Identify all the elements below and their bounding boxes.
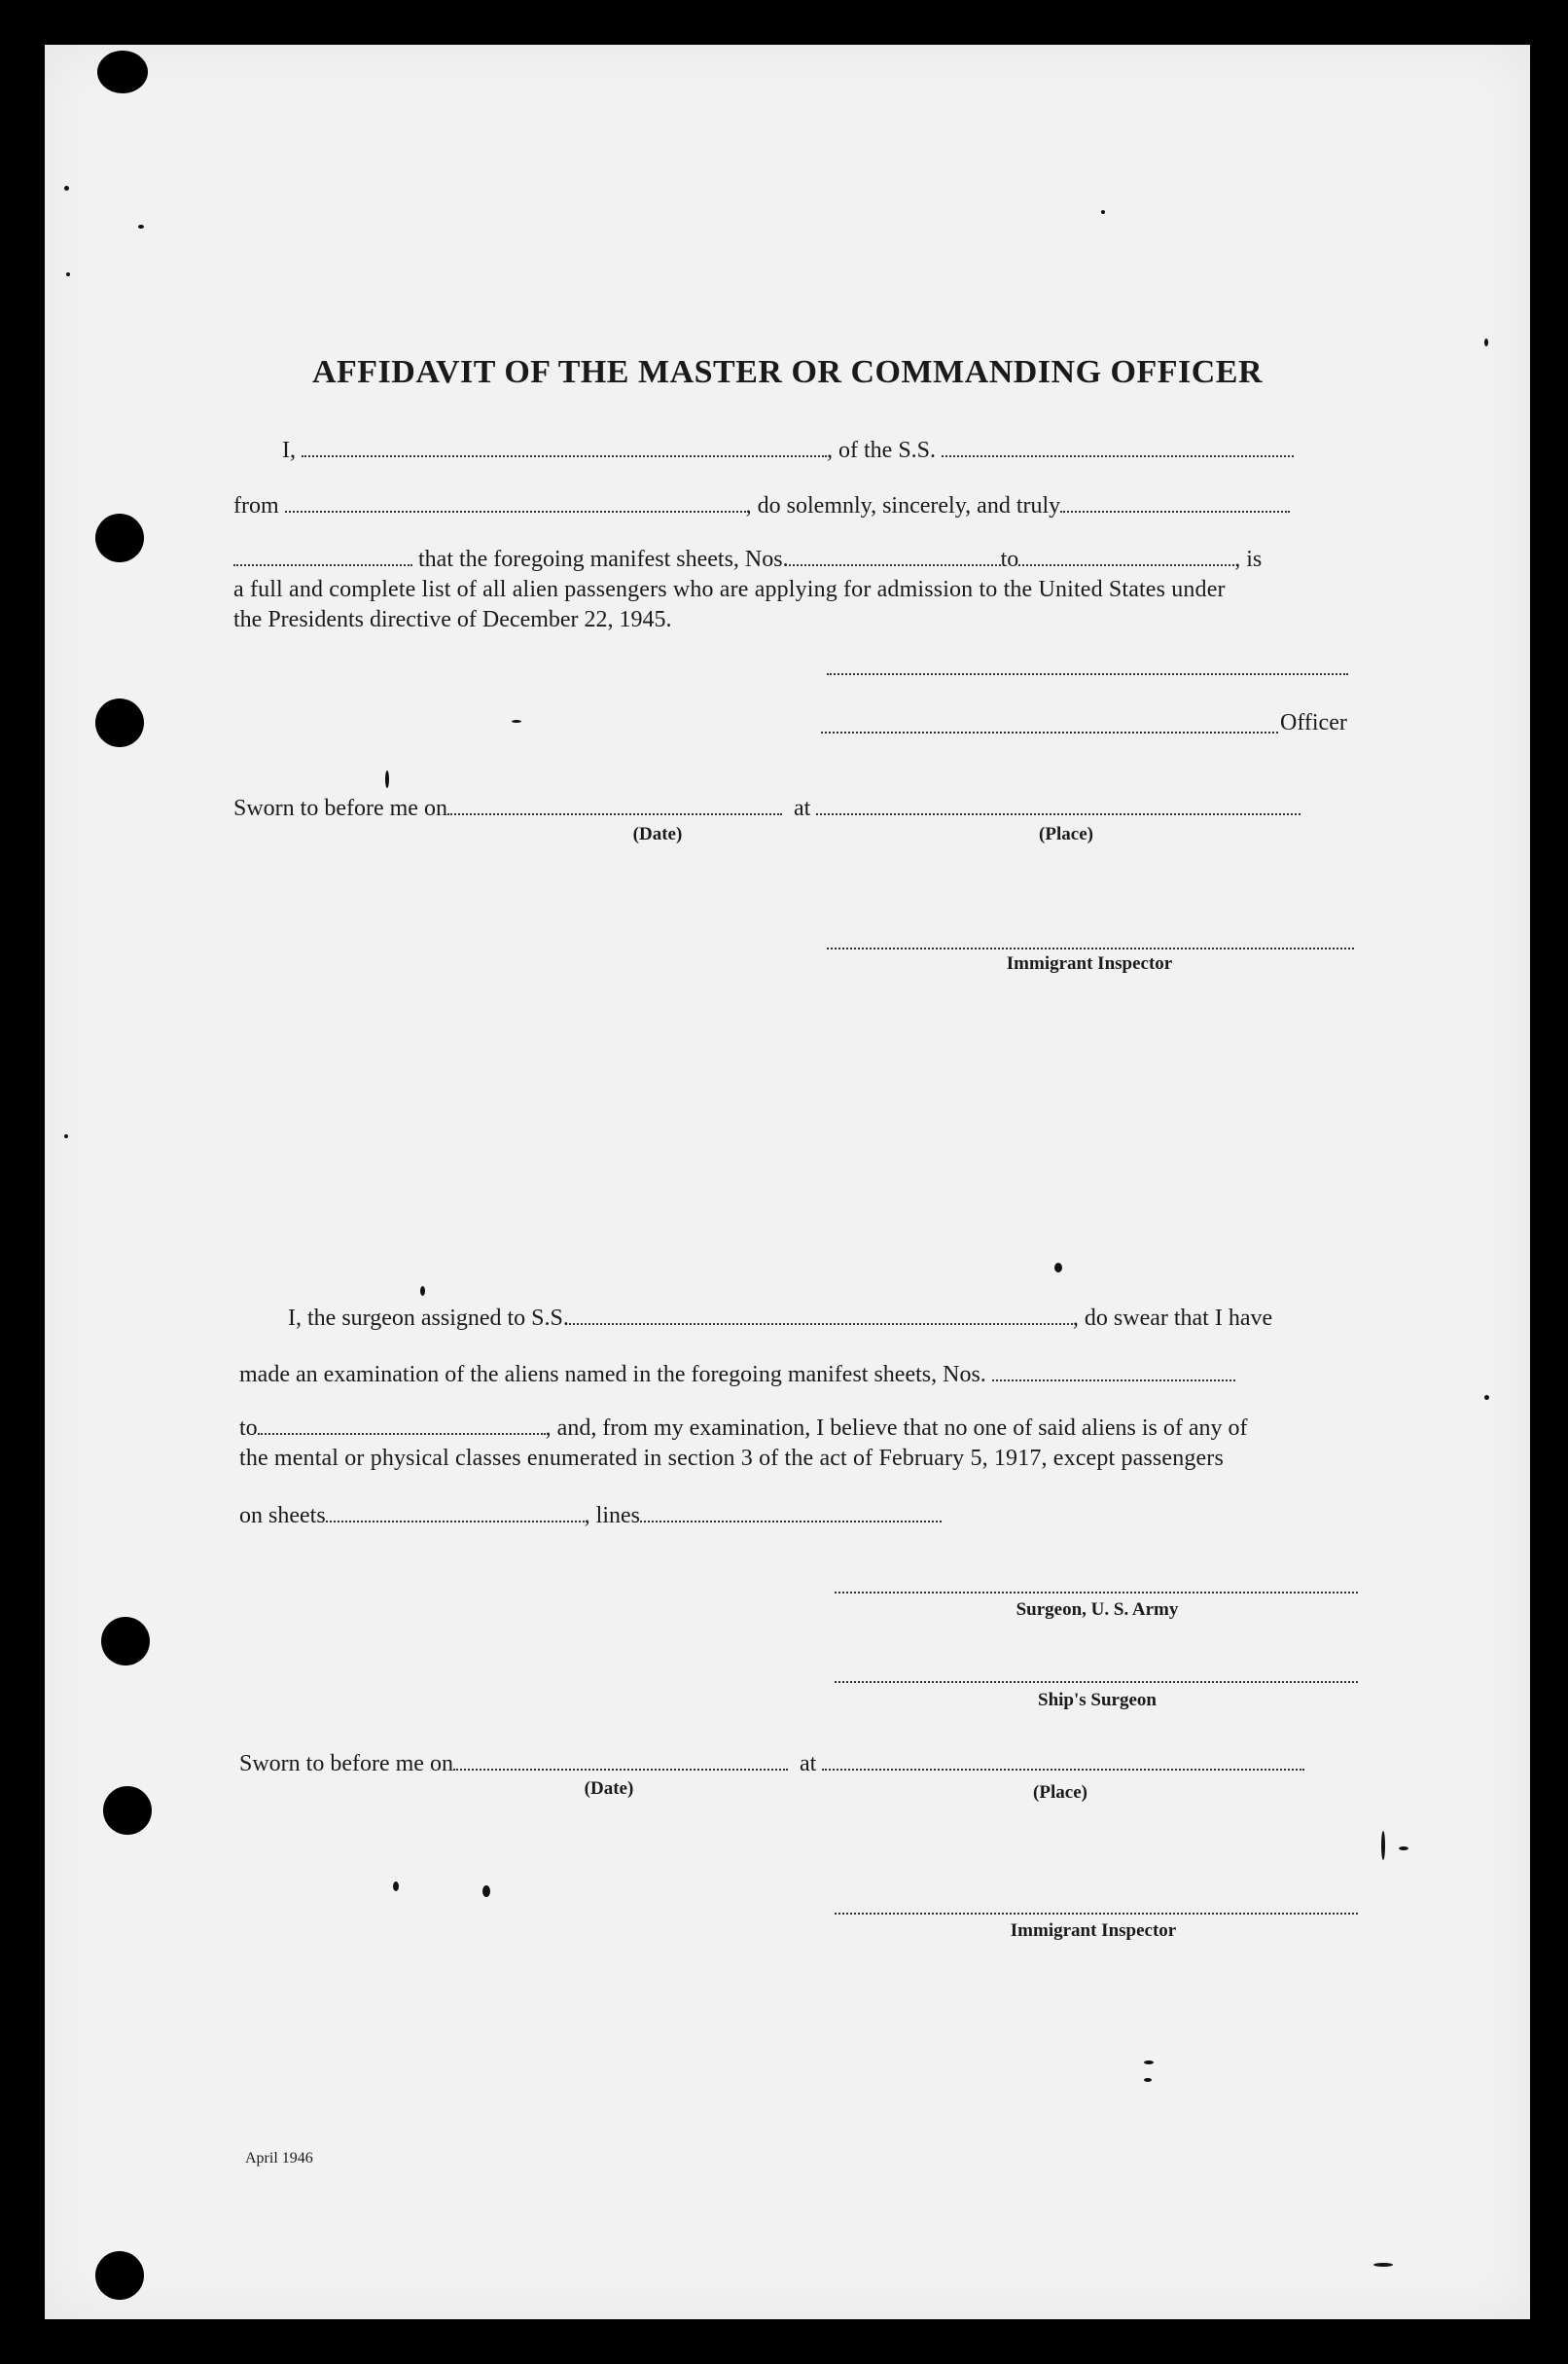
master-line-3-mid: to (1000, 547, 1019, 572)
surgeon-sworn-line (239, 1749, 1304, 1778)
surgeon-line-5 (239, 1501, 942, 1530)
master-name-field[interactable] (302, 436, 827, 457)
punch-hole-icon (95, 514, 144, 562)
scan-speck (1484, 1395, 1489, 1400)
master-line-3 (233, 545, 1262, 574)
scan-speck (138, 225, 144, 229)
punch-hole-icon (95, 698, 144, 747)
surgeon-lines-field[interactable] (640, 1501, 942, 1522)
oath-word-continued-field[interactable] (233, 545, 412, 566)
surgeon-sheet-to-field[interactable] (258, 1414, 546, 1435)
surgeon-inspector-signature-line[interactable] (835, 1913, 1358, 1915)
scan-speck (1484, 339, 1488, 346)
master-line-4: a full and complete list of all alien passengers who are applying for admission to the United States under (233, 577, 1226, 602)
scan-speck (1399, 1846, 1408, 1850)
master-signature-line[interactable] (827, 673, 1348, 675)
surgeon-line-2 (239, 1360, 1235, 1389)
sheet-to-field[interactable] (1018, 545, 1234, 566)
surgeon-line-3 (239, 1414, 1247, 1443)
surgeon-sworn-date-field[interactable] (453, 1749, 788, 1771)
surgeon-line-4: the mental or physical classes enumerated in section 3 of the act of February 5, 1917, except passengers (239, 1446, 1224, 1471)
scan-speck (64, 1134, 68, 1138)
ship-surgeon-caption: Ship's Surgeon (1038, 1690, 1157, 1710)
scan-speck (1054, 1263, 1062, 1272)
scan-speck (385, 770, 389, 788)
scan-speck (420, 1286, 425, 1296)
surgeon-sheets-field[interactable] (326, 1501, 585, 1522)
surgeon-sworn-place-field[interactable] (822, 1749, 1304, 1771)
punch-hole-icon (103, 1786, 152, 1835)
surgeon-date-caption: (Date) (584, 1778, 634, 1799)
page-title: AFFIDAVIT OF THE MASTER OR COMMANDING OFFICER (311, 354, 1264, 390)
surgeon-sheet-from-field[interactable] (992, 1360, 1235, 1381)
oath-word-field[interactable] (1060, 491, 1290, 513)
master-inspector-signature-line[interactable] (827, 948, 1354, 949)
surgeon-line-2-text: made an examination of the aliens named in the foregoing manifest sheets, Nos. (239, 1362, 986, 1387)
master-inspector-caption: Immigrant Inspector (1006, 953, 1173, 974)
army-surgeon-caption: Surgeon, U. S. Army (1016, 1599, 1179, 1620)
punch-hole-icon (97, 51, 148, 93)
surgeon-at-label: at (799, 1751, 817, 1776)
scan-speck (1381, 1831, 1385, 1860)
scan-speck (1144, 2078, 1152, 2082)
master-line-1-start: I, (282, 438, 296, 463)
surgeon-place-caption: (Place) (1033, 1782, 1087, 1803)
form-sheet (45, 45, 1530, 2319)
master-line-1-mid: , of the S.S. (827, 438, 937, 463)
master-line-2-mid: , do solemnly, sincerely, and truly (745, 493, 1061, 519)
port-from-field[interactable] (285, 491, 746, 513)
surgeon-line-1-start: I, the surgeon assigned to S.S. (288, 1306, 569, 1331)
master-sworn-date-field[interactable] (447, 794, 782, 815)
scan-speck (393, 1881, 399, 1891)
master-line-1 (282, 436, 1294, 465)
surgeon-line-5-start: on sheets (239, 1503, 326, 1528)
scan-speck (64, 186, 69, 191)
master-date-caption: (Date) (632, 824, 683, 844)
scan-speck (66, 272, 70, 276)
master-sworn-line (233, 794, 1301, 823)
surgeon-line-3-start: to (239, 1415, 258, 1441)
master-sworn-place-field[interactable] (816, 794, 1301, 815)
army-surgeon-signature-line[interactable] (835, 1592, 1358, 1594)
punch-hole-icon (101, 1617, 150, 1666)
master-at-label: at (793, 796, 811, 821)
scan-speck (1373, 2263, 1393, 2267)
scan-speck (512, 720, 521, 723)
ship-name-field[interactable] (942, 436, 1294, 457)
master-line-3-start: that the foregoing manifest sheets, Nos. (418, 547, 789, 572)
surgeon-line-1-end: , do swear that I have (1072, 1306, 1273, 1331)
scan-speck (482, 1885, 490, 1897)
sheet-from-field[interactable] (789, 545, 1001, 566)
master-line-5: the Presidents directive of December 22, 1945. (233, 607, 672, 632)
surgeon-line-3-end: , and, from my examination, I believe that no one of said aliens is of any of (545, 1415, 1248, 1441)
master-place-caption: (Place) (1039, 824, 1093, 844)
surgeon-line-5-mid: , lines (584, 1503, 640, 1528)
officer-signature-line[interactable] (821, 732, 1278, 734)
master-line-2-start: from (233, 493, 279, 519)
scan-speck (1101, 210, 1105, 214)
surgeon-line-1 (288, 1304, 1272, 1333)
master-line-2 (233, 491, 1290, 520)
ship-surgeon-signature-line[interactable] (835, 1681, 1358, 1683)
officer-label: Officer (1280, 710, 1347, 735)
master-sworn-label: Sworn to before me on (233, 796, 447, 821)
master-line-3-end: , is (1234, 547, 1263, 572)
surgeon-inspector-caption: Immigrant Inspector (1010, 1920, 1177, 1941)
surgeon-sworn-label: Sworn to before me on (239, 1751, 453, 1776)
form-date-footer: April 1946 (245, 2150, 313, 2167)
scan-speck (1144, 2060, 1154, 2064)
surgeon-ship-field[interactable] (569, 1304, 1073, 1325)
punch-hole-icon (95, 2251, 144, 2300)
